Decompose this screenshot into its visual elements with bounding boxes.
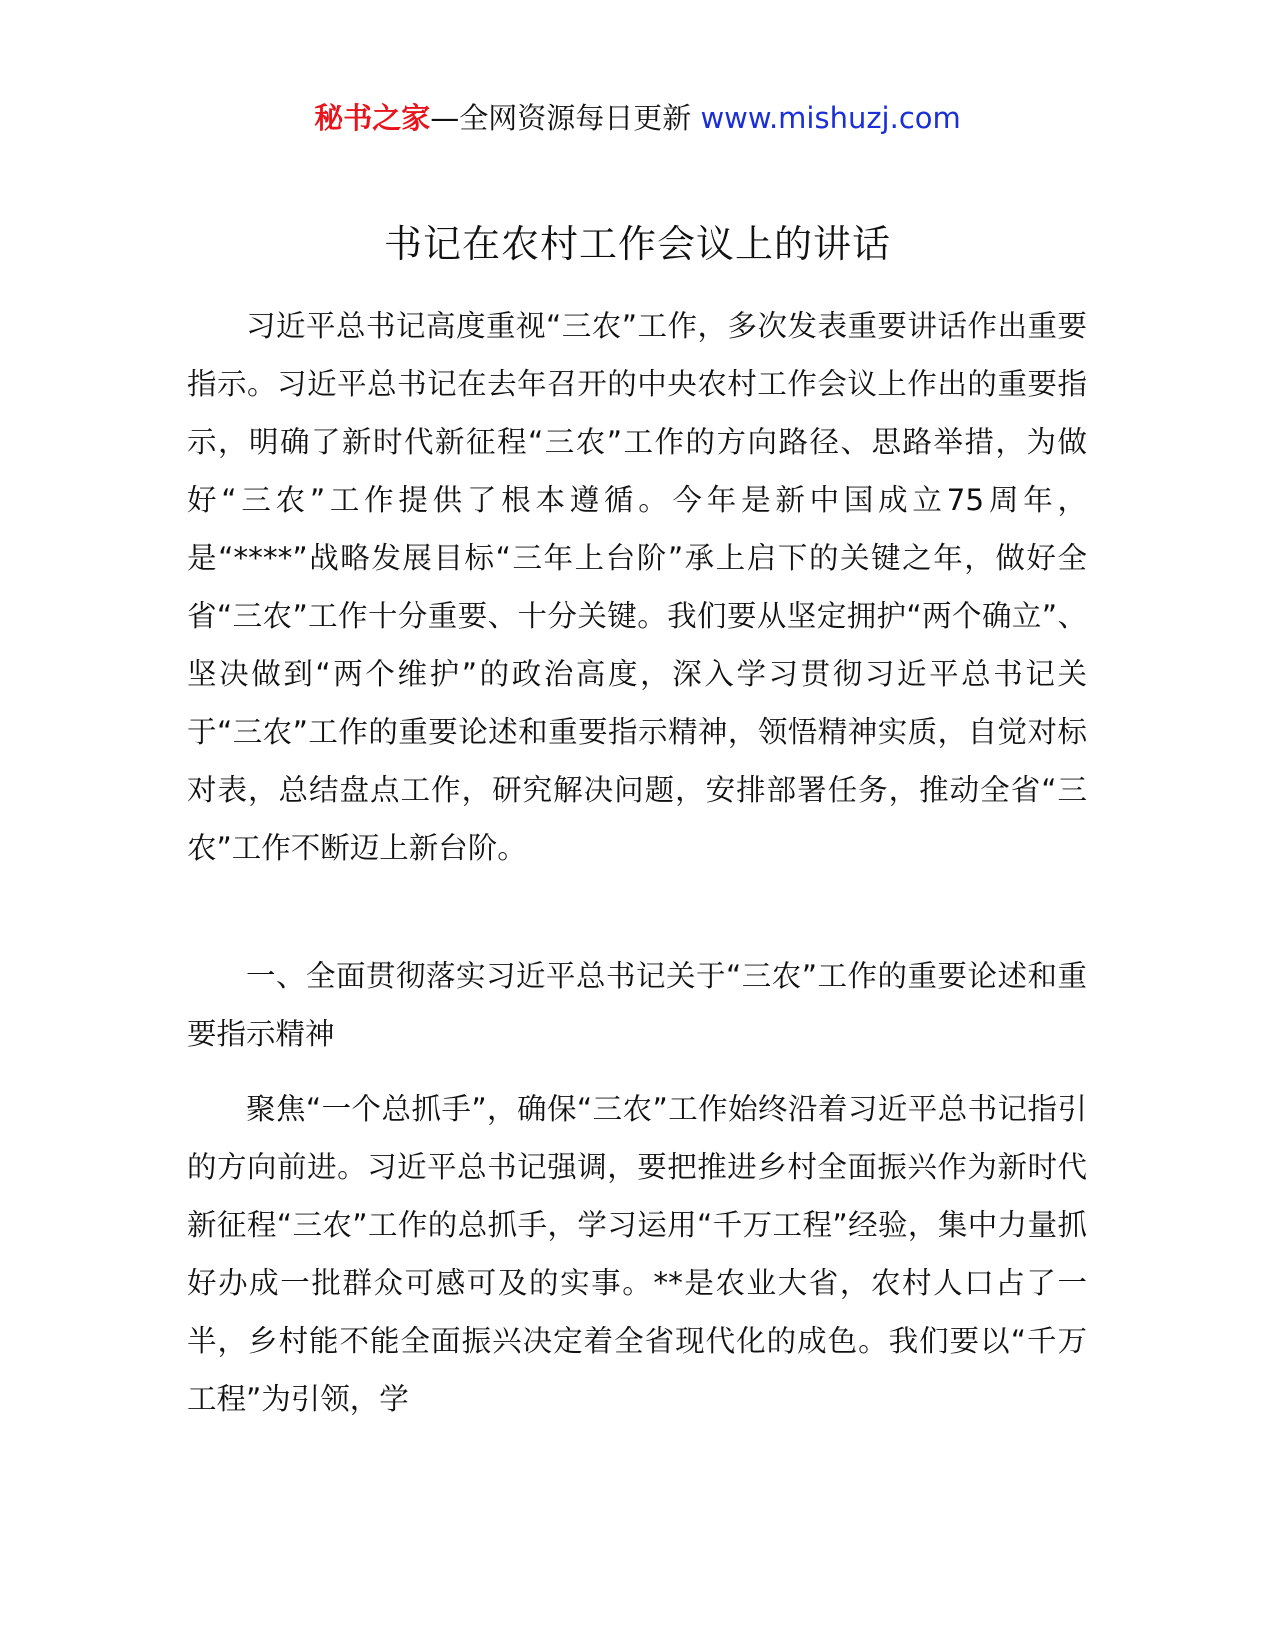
document-title: 书记在农村工作会议上的讲话 xyxy=(383,222,891,266)
body-paragraph-1 xyxy=(187,297,1087,877)
site-url-link[interactable]: www.mishuzj.com xyxy=(700,101,961,135)
section-heading-text: 一、全面贯彻落实习近平总书记关于“三农”工作的重要论述和重要指示精神 xyxy=(187,959,1087,1051)
brand-name: 秘书之家 xyxy=(314,101,431,135)
paragraph-text: 聚焦“一个总抓手”，确保“三农”工作始终沿着习近平总书记指引的方向前进。习近平总书记强调，要把推进乡村全面振兴作为新时代新征程“三农”工作的总抓手，学习运用“千万工程”经验，集中力量抓好办成一批群众可感可及的实事。**是农业大省，农村人口占了一半，乡村能不能全面振兴决定着全省现代化的成色。我们要以“千万工程”为引领，学 xyxy=(187,1092,1087,1416)
site-header xyxy=(0,98,1275,138)
section-heading-1 xyxy=(187,947,1087,1063)
body-paragraph-2 xyxy=(187,1080,1087,1428)
header-slogan: —全网资源每日更新 xyxy=(430,101,701,135)
paragraph-text: 习近平总书记高度重视“三农”工作，多次发表重要讲话作出重要指示。习近平总书记在去年召开的中央农村工作会议上作出的重要指示，明确了新时代新征程“三农”工作的方向路径、思路举措，为做好“三农”工作提供了根本遵循。今年是新中国成立75周年，是“****”战略发展目标“三年上台阶”承上启下的关键之年，做好全省“三农”工作十分重要、十分关键。我们要从坚定拥护“两个确立”、坚决做到“两个维护”的政治高度，深入学习贯彻习近平总书记关于“三农”工作的重要论述和重要指示精神，领悟精神实质，自觉对标对表，总结盘点工作，研究解决问题，安排部署任务，推动全省“三农”工作不断迈上新台阶。 xyxy=(187,309,1087,865)
